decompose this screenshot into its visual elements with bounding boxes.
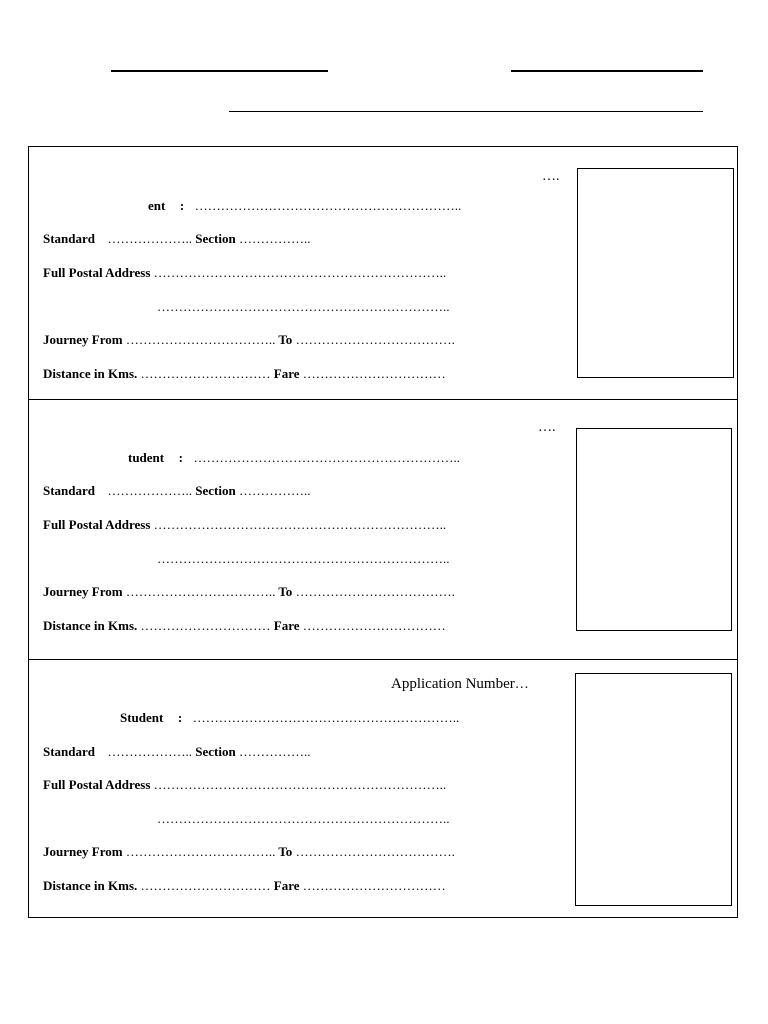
address-dots: ………………………………………………………….. (153, 777, 447, 792)
header-line-left (111, 70, 328, 72)
student-name-dots: …………………………………………………….. (192, 710, 460, 725)
journey-to-label: To (278, 332, 293, 347)
address-dots-2: ………………………………………………………….. (157, 551, 450, 566)
fare-label: Fare (273, 878, 300, 893)
student-name-field[interactable] (120, 710, 459, 726)
journey-field[interactable] (43, 844, 455, 860)
standard-label: Standard (43, 231, 96, 246)
distance-fare-field[interactable] (43, 618, 446, 634)
address-line-2[interactable] (157, 811, 450, 827)
photo-box (575, 673, 732, 906)
student-name-field[interactable] (128, 450, 460, 466)
journey-from-dots: …………………………….. (125, 584, 276, 599)
journey-from-label: Journey From (43, 332, 123, 347)
student-name-label: Student (120, 710, 164, 725)
student-name-dots: …………………………………………………….. (194, 198, 462, 213)
photo-box (577, 168, 734, 378)
distance-fare-field[interactable] (43, 366, 446, 382)
header-line-center (229, 111, 703, 112)
fare-dots: …………………………… (302, 878, 446, 893)
application-number (538, 418, 556, 437)
photo-box (576, 428, 732, 631)
journey-from-dots: …………………………….. (125, 332, 276, 347)
journey-field[interactable] (43, 584, 455, 600)
distance-dots: ………………………… (140, 878, 271, 893)
journey-from-label: Journey From (43, 844, 123, 859)
journey-to-label: To (278, 584, 293, 599)
standard-dots: ……………….. (107, 483, 193, 498)
journey-to-dots: ………………………………. (295, 332, 455, 347)
journey-to-label: To (278, 844, 293, 859)
student-name-field[interactable] (148, 198, 461, 214)
journey-from-label: Journey From (43, 584, 123, 599)
distance-label: Distance in Kms. (43, 618, 138, 633)
address-label: Full Postal Address (43, 777, 151, 792)
section-label: Section (195, 744, 236, 759)
fare-label: Fare (273, 618, 300, 633)
standard-label: Standard (43, 483, 96, 498)
address-label: Full Postal Address (43, 265, 151, 280)
application-number (542, 167, 560, 186)
address-dots-2: ………………………………………………………….. (157, 299, 450, 314)
journey-to-dots: ………………………………. (295, 584, 455, 599)
standard-field[interactable] (43, 744, 310, 760)
student-name-colon: : (179, 198, 185, 213)
journey-to-dots: ………………………………. (295, 844, 455, 859)
fare-label: Fare (273, 366, 300, 381)
application-number-dots: …. (542, 169, 560, 184)
standard-label: Standard (43, 744, 96, 759)
journey-from-dots: …………………………….. (125, 844, 276, 859)
address-field[interactable] (43, 777, 446, 793)
student-name-label: tudent (128, 450, 165, 465)
section-dots: …………….. (238, 744, 311, 759)
standard-dots: ……………….. (107, 231, 193, 246)
address-label: Full Postal Address (43, 517, 151, 532)
student-name-dots: …………………………………………………….. (193, 450, 460, 465)
student-name-colon: : (177, 710, 183, 725)
section-dots: …………….. (238, 483, 311, 498)
student-name-label: ent (148, 198, 166, 213)
standard-field[interactable] (43, 483, 310, 499)
address-dots-2: ………………………………………………………….. (157, 811, 450, 826)
pass-section-1 (29, 147, 737, 399)
student-name-colon: : (178, 450, 183, 465)
section-dots: …………….. (238, 231, 311, 246)
standard-field[interactable] (43, 231, 310, 247)
pass-form-frame (28, 146, 738, 918)
standard-dots: ……………….. (107, 744, 193, 759)
distance-label: Distance in Kms. (43, 366, 138, 381)
pass-section-3 (29, 659, 737, 919)
address-line-2[interactable] (157, 299, 450, 315)
journey-field[interactable] (43, 332, 455, 348)
distance-label: Distance in Kms. (43, 878, 138, 893)
address-line-2[interactable] (157, 551, 450, 567)
distance-dots: ………………………… (140, 618, 271, 633)
address-field[interactable] (43, 265, 446, 281)
application-number-label: Application Number (391, 676, 515, 692)
application-number-dots: … (514, 677, 529, 692)
fare-dots: …………………………… (302, 618, 446, 633)
application-number (391, 675, 529, 694)
distance-dots: ………………………… (140, 366, 271, 381)
address-dots: ………………………………………………………….. (153, 265, 447, 280)
address-dots: ………………………………………………………….. (153, 517, 447, 532)
fare-dots: …………………………… (302, 366, 446, 381)
pass-section-2 (29, 399, 737, 659)
address-field[interactable] (43, 517, 446, 533)
header-line-right (511, 70, 703, 72)
section-label: Section (195, 231, 236, 246)
application-number-dots: …. (538, 420, 556, 435)
section-label: Section (195, 483, 236, 498)
distance-fare-field[interactable] (43, 878, 446, 894)
